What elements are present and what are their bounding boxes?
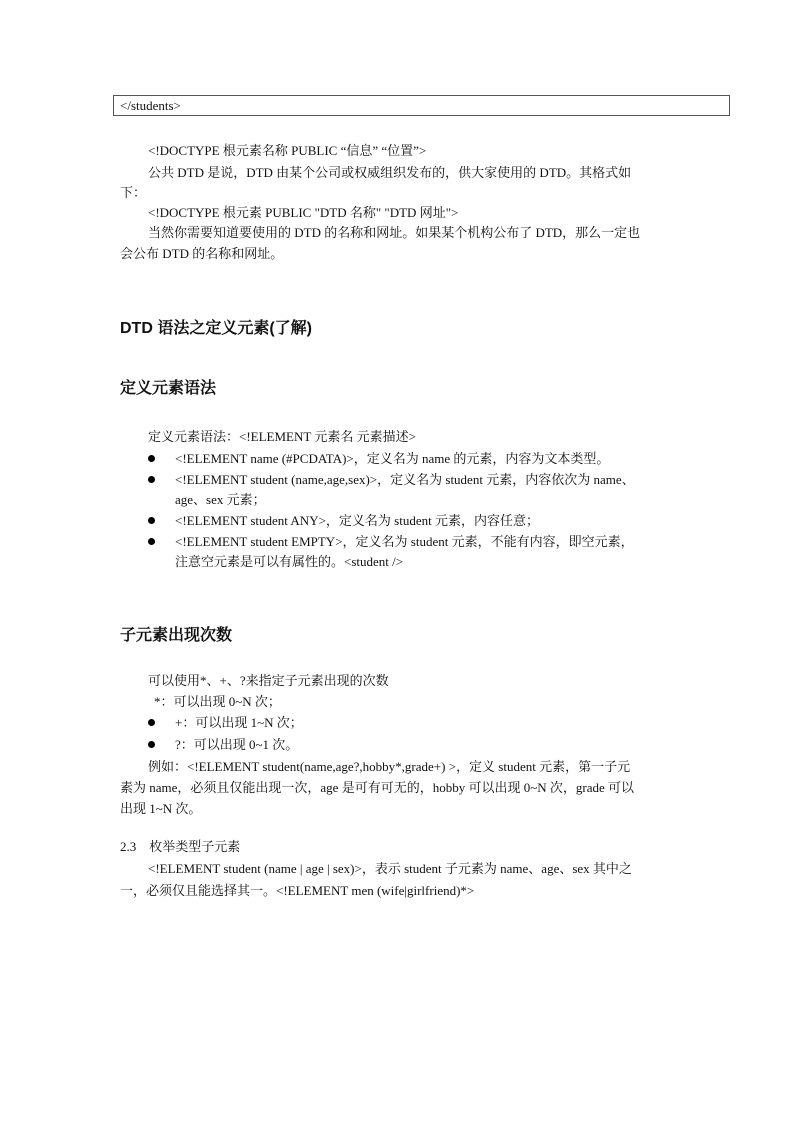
paragraph-line: 会公布 DTD 的名称和网址。	[120, 246, 284, 261]
subsection-heading: 定义元素语法	[120, 378, 217, 397]
numbered-heading: 2.3 枚举类型子元素	[120, 839, 241, 854]
bullet-icon	[148, 517, 155, 524]
paragraph-line: <!DOCTYPE 根元素 PUBLIC "DTD 名称" "DTD 网址">	[148, 205, 459, 220]
section-heading: DTD 语法之定义元素(了解)	[120, 320, 312, 337]
code-text: </students>	[120, 98, 181, 113]
paragraph-line: *：可以出现 0~N 次；	[154, 694, 281, 709]
paragraph-line: <!DOCTYPE 根元素名称 PUBLIC “信息” “位置”>	[148, 143, 427, 158]
subsection-heading: 子元素出现次数	[120, 625, 233, 644]
list-item: <!ELEMENT student EMPTY>，定义名为 student 元素，不能有内容，即空元素，	[175, 534, 634, 549]
bullet-icon	[148, 455, 155, 462]
list-item: +：可以出现 1~N 次；	[175, 715, 303, 730]
bullet-icon	[148, 741, 155, 748]
list-item: <!ELEMENT student ANY>，定义名为 student 元素，内容任意；	[175, 513, 539, 528]
paragraph-line: 公共 DTD 是说，DTD 由某个公司或权威组织发布的，供大家使用的 DTD。其格式如	[148, 165, 632, 180]
list-item: <!ELEMENT student (name,age,sex)>，定义名为 student 元素，内容依次为 name、	[175, 472, 635, 487]
bullet-icon	[148, 476, 155, 483]
list-item: <!ELEMENT name (#PCDATA)>，定义名为 name 的元素，内容为文本类型。	[175, 451, 610, 466]
list-item: ?：可以出现 0~1 次。	[175, 737, 299, 752]
paragraph-line: <!ELEMENT student (name | age | sex)>，表示 student 子元素为 name、age、sex 其中之	[148, 861, 632, 876]
paragraph-line: 下：	[120, 185, 147, 200]
paragraph-line: 出现 1~N 次。	[120, 801, 202, 816]
paragraph-line: 一，必须仅且能选择其一。<!ELEMENT men (wife|girlfriend)*>	[120, 883, 475, 898]
list-item: age、sex 元素；	[175, 492, 266, 507]
paragraph-line: 例如：<!ELEMENT student(name,age?,hobby*,grade+) >，定义 student 元素，第一子元	[148, 759, 631, 774]
paragraph-line: 素为 name，必须且仅能出现一次，age 是可有可无的，hobby 可以出现 0~N 次，grade 可以	[120, 780, 634, 795]
paragraph-line: 定义元素语法：<!ELEMENT 元素名 元素描述>	[148, 429, 416, 444]
code-box	[113, 95, 730, 116]
bullet-icon	[148, 719, 155, 726]
paragraph-line: 可以使用*、+、?来指定子元素出现的次数	[148, 673, 389, 688]
list-item: 注意空元素是可以有属性的。<student />	[175, 554, 404, 569]
paragraph-line: 当然你需要知道要使用的 DTD 的名称和网址。如果某个机构公布了 DTD，那么一定也	[148, 225, 641, 240]
bullet-icon	[148, 538, 155, 545]
